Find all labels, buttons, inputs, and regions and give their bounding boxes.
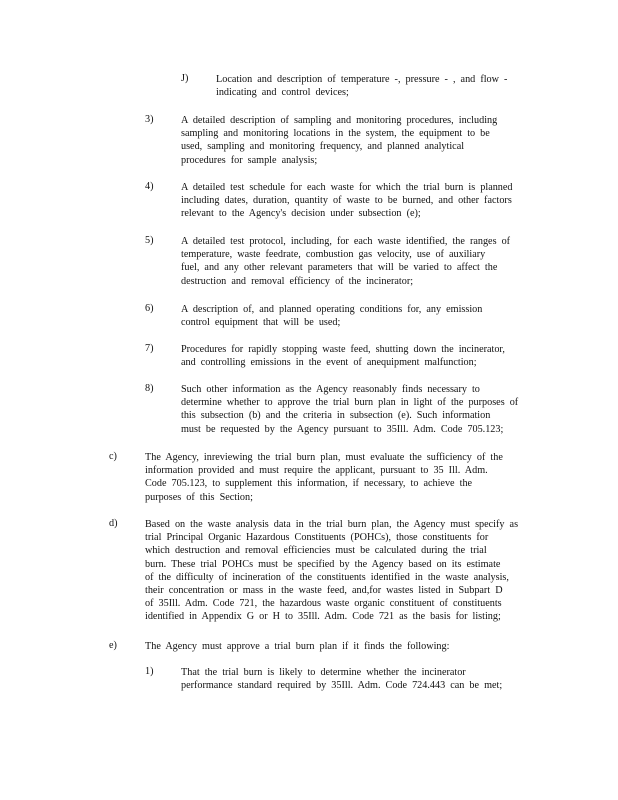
item-text-line: Such other information as the Agency reasonably finds necessary to (181, 384, 480, 395)
item-label: 5) (145, 235, 154, 246)
item-label: 8) (145, 383, 154, 394)
item-text-line: temperature, waste feedrate, combustion gas velocity, use of auxiliary (181, 249, 486, 261)
item-text-line: A detailed description of sampling and monitoring procedures, including (181, 115, 498, 126)
item-text-line: information provided and must require the applicant, pursuant to 35 Ill. Adm. (145, 465, 488, 477)
item-text-line: A detailed test protocol, including, for each waste identified, the ranges of (181, 236, 511, 247)
item-label: d) (109, 518, 118, 529)
item-label: c) (109, 451, 117, 462)
item-text-line: determine whether to approve the trial burn plan in light of the purposes of (181, 397, 519, 409)
item-text-line: The Agency must approve a trial burn plan if it finds the following: (145, 641, 450, 652)
item-text-line: performance standard required by 35Ill. Adm. Code 724.443 can be met; (181, 680, 503, 692)
item-label: 3) (145, 114, 154, 125)
item-text-line: identified in Appendix G or H to 35Ill. Adm. Code 721 as the basis for listing; (145, 611, 501, 623)
item-text-line: of 35Ill. Adm. Code 721, the hazardous waste organic constituent of constituents (145, 598, 502, 610)
item-text-line: relevant to the Agency's decision under subsection (e); (181, 208, 421, 220)
item-text-line: burn. These trial POHCs must be specified by the Agency based on its estimate (145, 558, 501, 570)
item-text-line: Location and description of temperature -, pressure - , and flow - (216, 74, 508, 85)
item-text-line: indicating and control devices; (216, 87, 349, 99)
item-text-line: A detailed test schedule for each waste for which the trial burn is planned (181, 182, 513, 193)
item-label: 7) (145, 343, 154, 354)
item-label: 1) (145, 666, 154, 677)
item-text-line: The Agency, inreviewing the trial burn plan, must evaluate the sufficiency of the (145, 452, 503, 463)
item-text-line: That the trial burn is likely to determine whether the incinerator (181, 667, 466, 678)
item-text-line: A description of, and planned operating conditions for, any emission (181, 304, 483, 315)
item-text-line: used, sampling and monitoring frequency, and planned analytical (181, 141, 465, 153)
item-text-line: their concentration or mass in the waste feed, and,for wastes listed in Subpart D (145, 585, 503, 597)
item-label: e) (109, 640, 117, 651)
item-text-line: Code 705.123, to supplement this information, if necessary, to achieve the (145, 478, 473, 490)
item-text-line: sampling and monitoring locations in the system, the equipment to be (181, 128, 490, 140)
item-text-line: destruction and removal efficiency of the incinerator; (181, 275, 414, 287)
item-text-line: including dates, duration, quantity of waste to be burned, and other factors (181, 195, 512, 207)
item-text-line: Procedures for rapidly stopping waste feed, shutting down the incinerator, (181, 344, 505, 355)
item-text-line: of the difficulty of incineration of the constituents identified in the waste analysis, (145, 571, 509, 583)
item-text-line: trial Principal Organic Hazardous Constituents (POHCs), those constituents for (145, 532, 489, 544)
item-label: 6) (145, 303, 154, 314)
item-text-line: purposes of this Section; (145, 491, 253, 503)
item-label: 4) (145, 181, 154, 192)
item-text-line: procedures for sample analysis; (181, 154, 318, 166)
item-text-line: must be requested by the Agency pursuant to 35Ill. Adm. Code 705.123; (181, 423, 504, 435)
item-text-line: fuel, and any other relevant parameters that will be varied to affect the (181, 262, 498, 274)
item-text-line: this subsection (b) and the criteria in subsection (e). Such information (181, 410, 491, 422)
item-text-line: which destruction and removal efficiencies must be calculated during the trial (145, 545, 487, 557)
item-label: J) (181, 73, 189, 84)
item-text-line: control equipment that will be used; (181, 317, 341, 329)
item-text-line: and controlling emissions in the event of anequipment malfunction; (181, 357, 477, 369)
item-text-line: Based on the waste analysis data in the trial burn plan, the Agency must specify as (145, 519, 519, 530)
